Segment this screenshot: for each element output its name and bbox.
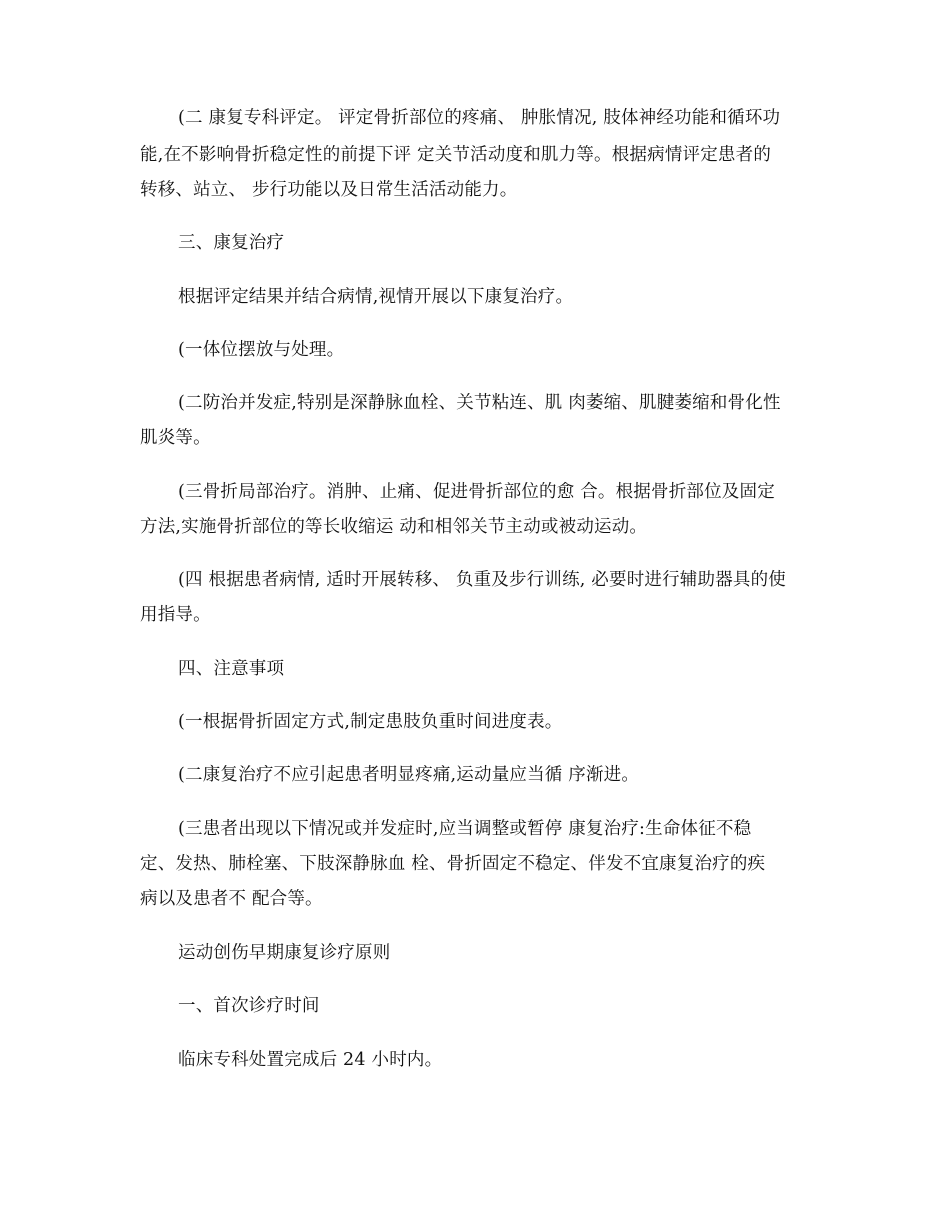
paragraph-line: 定、发热、肺栓塞、下肢深静脉血 栓、骨折固定不稳定、伴发不宜康复治疗的疾 <box>140 854 766 874</box>
section-heading: 四、注意事项 <box>178 659 285 679</box>
list-item: (一根据骨折固定方式,制定患肢负重时间进度表。 <box>178 712 563 732</box>
list-item: (二防治并发症,特别是深静脉血栓、关节粘连、肌 肉萎缩、肌腱萎缩和骨化性 <box>178 393 781 413</box>
section-title: 运动创伤早期康复诊疗原则 <box>178 943 391 963</box>
section-heading: 三、康复治疗 <box>178 233 285 253</box>
list-item: (一体位摆放与处理。 <box>178 340 345 360</box>
paragraph-line: 用指导。 <box>140 605 211 625</box>
paragraph-line: (二 康复专科评定。 评定骨折部位的疼痛、 肿胀情况, 肢体神经功能和循环功 <box>178 108 781 128</box>
list-item: (四 根据患者病情, 适时开展转移、 负重及步行训练, 必要时进行辅助器具的使 <box>178 570 787 590</box>
paragraph-line: 根据评定结果并结合病情,视情开展以下康复治疗。 <box>178 287 574 307</box>
paragraph-line: 肌炎等。 <box>140 428 211 448</box>
section-heading: 一、首次诊疗时间 <box>178 996 320 1016</box>
list-item: (二康复治疗不应引起患者明显疼痛,运动量应当循 序渐进。 <box>178 765 640 785</box>
list-item: (三骨折局部治疗。消肿、止痛、促进骨折部位的愈 合。根据骨折部位及固定 <box>178 482 775 502</box>
paragraph-line: 临床专科处置完成后 24 小时内。 <box>178 1050 443 1070</box>
paragraph-line: 能,在不影响骨折稳定性的前提下评 定关节活动度和肌力等。根据病情评定患者的 <box>140 145 772 165</box>
paragraph-line: 转移、站立、 步行功能以及日常生活活动能力。 <box>140 180 518 200</box>
list-item: (三患者出现以下情况或并发症时,应当调整或暂停 康复治疗:生命体征不稳 <box>178 819 752 839</box>
paragraph-line: 方法,实施骨折部位的等长收缩运 动和相邻关节主动或被动运动。 <box>140 517 648 537</box>
paragraph-line: 病以及患者不 配合等。 <box>140 889 323 909</box>
